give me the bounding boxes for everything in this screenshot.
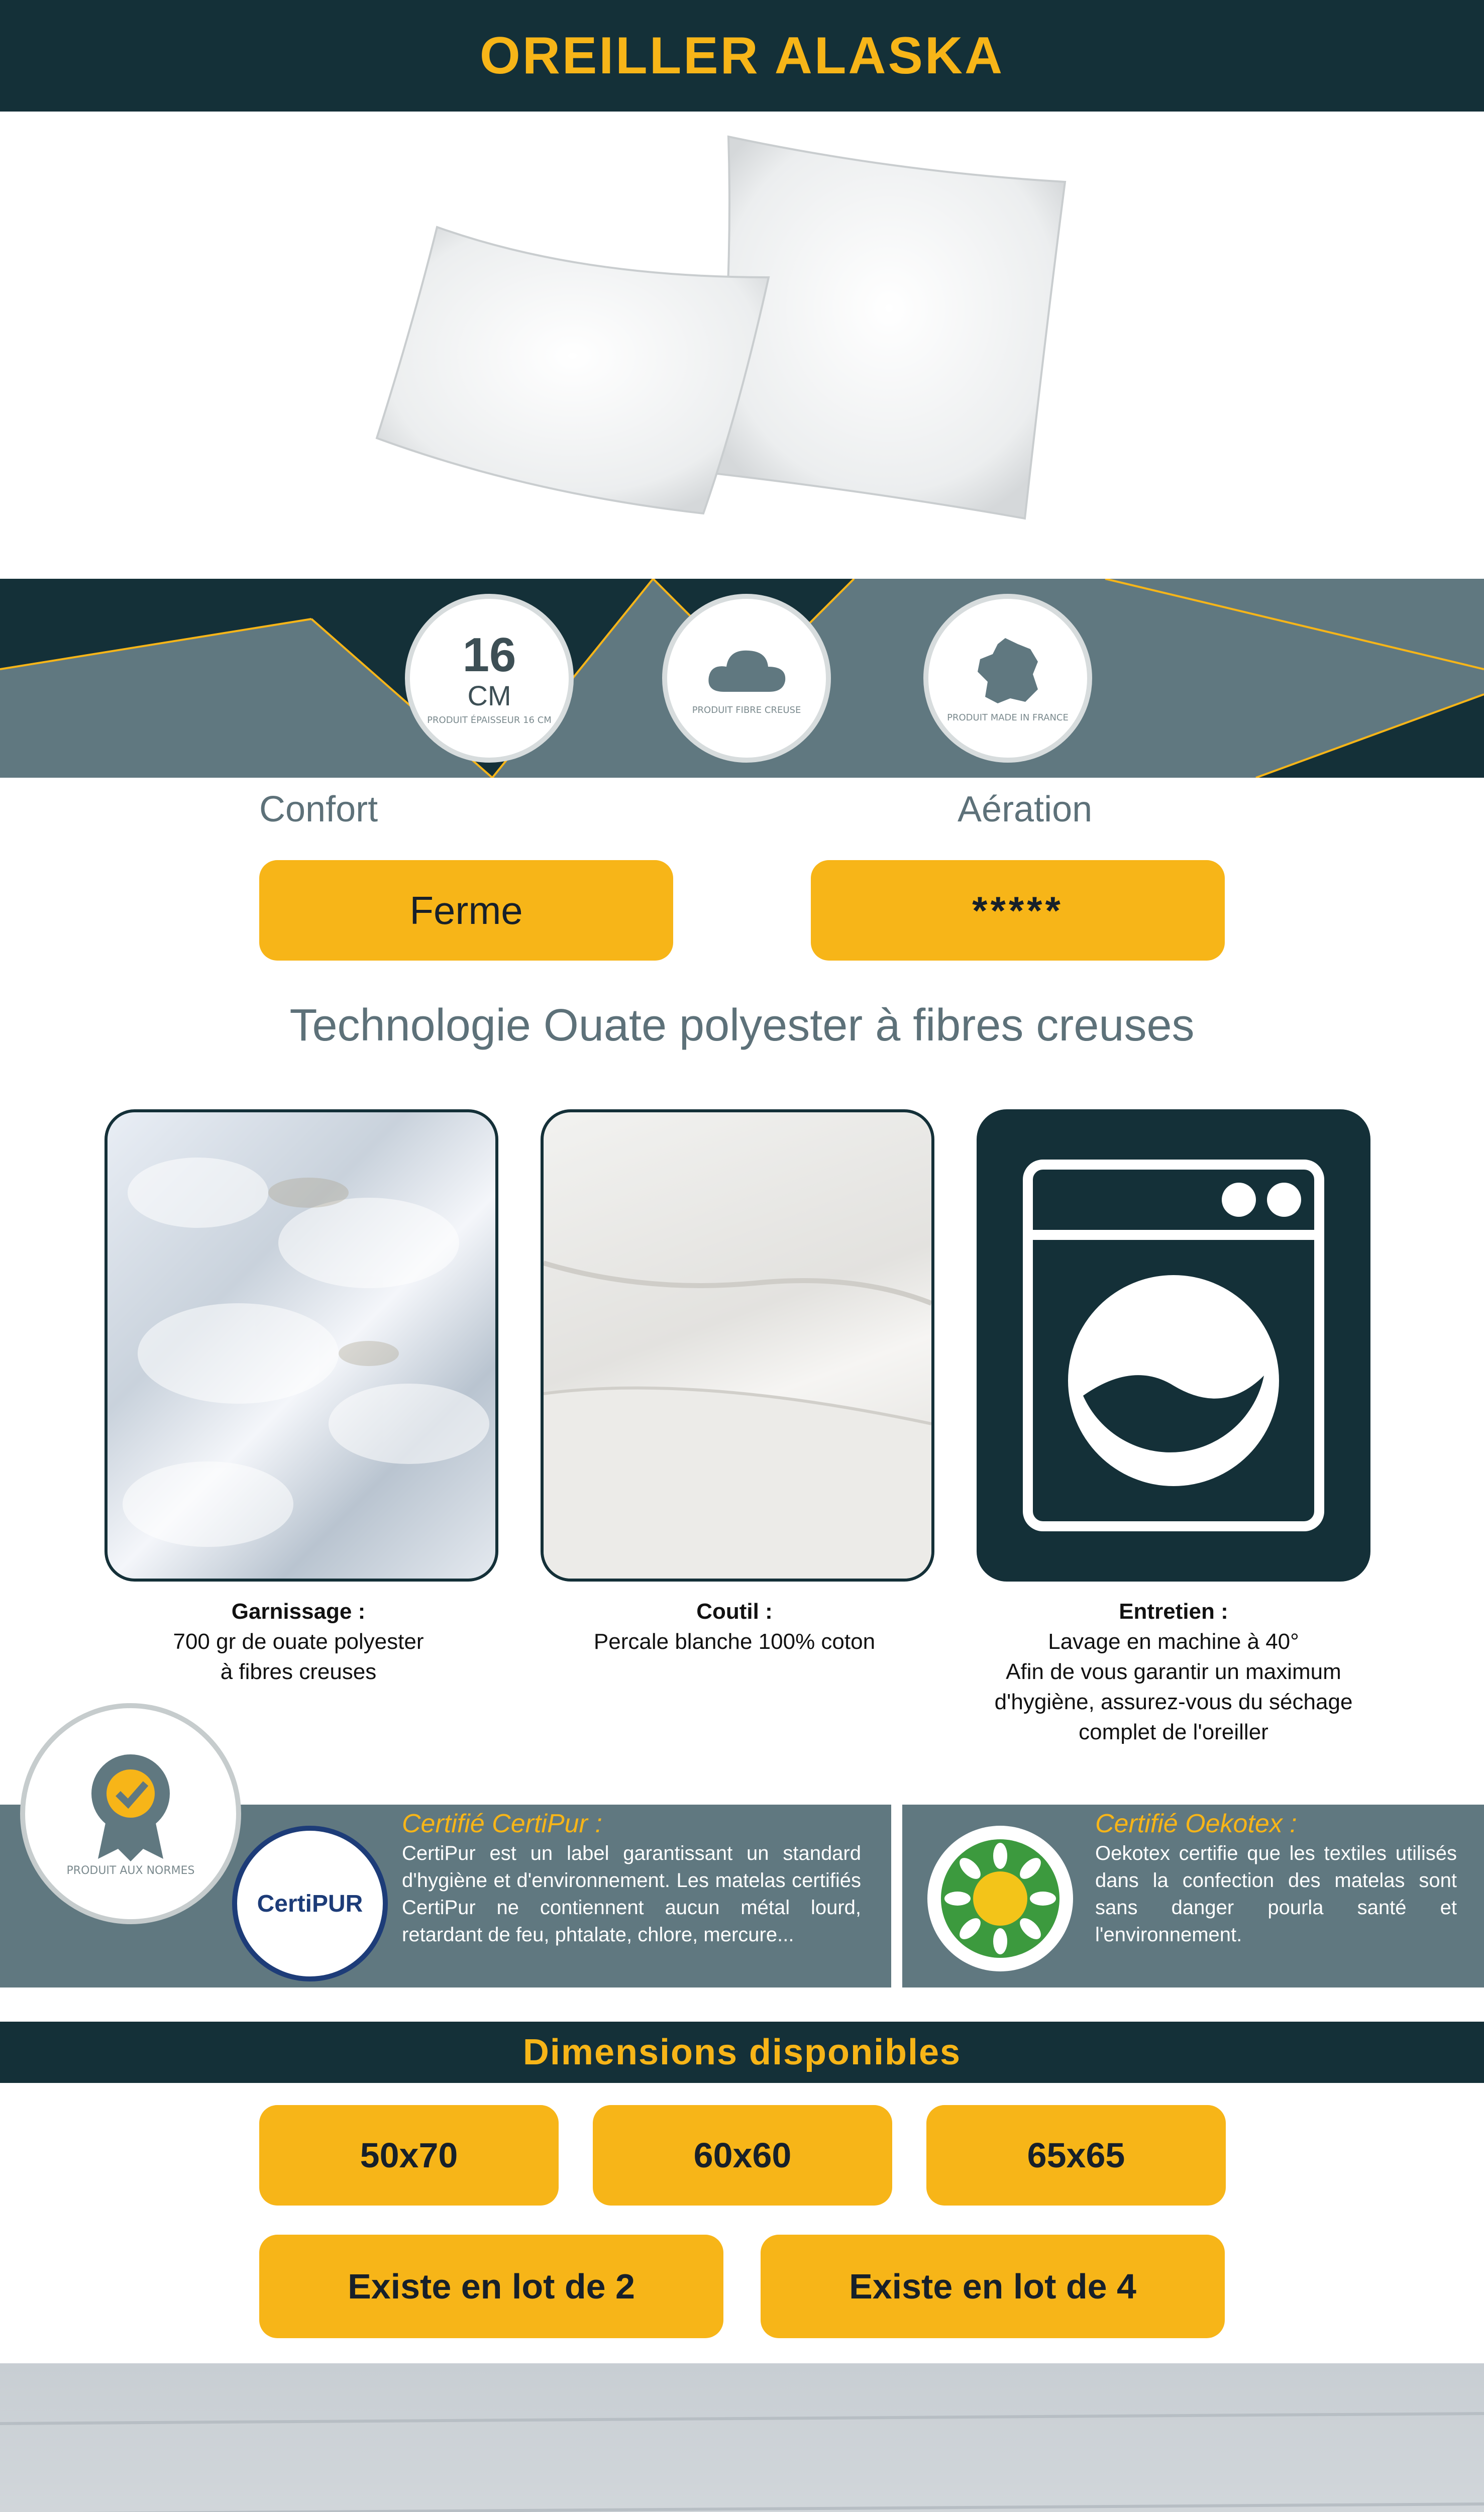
oekotex-text: Oekotex certifie que les textiles utilisés dans la confection des matelas sont sans danger pourla santé et l'environnement.	[1095, 1842, 1457, 1946]
lifestyle-photo	[0, 2363, 1484, 2512]
size-label: 65x65	[1027, 2136, 1125, 2175]
certipur-logo	[232, 1826, 388, 1981]
dimensions-header	[0, 2022, 1484, 2083]
feature-title: Entretien :	[1119, 1599, 1228, 1624]
norms-badge	[20, 1703, 241, 1924]
feature-line: complet de l'oreiller	[1079, 1720, 1268, 1744]
lot-option[interactable]	[259, 2235, 723, 2338]
badge-ring-text: PRODUIT FIBRE CREUSE	[692, 704, 801, 715]
thickness-badge	[405, 594, 574, 763]
feature-line: à fibres creuses	[220, 1659, 377, 1684]
badge-thickness-unit: CM	[467, 680, 511, 711]
size-option[interactable]	[926, 2105, 1226, 2206]
feature-line: 700 gr de ouate polyester	[173, 1629, 424, 1654]
lot-option[interactable]	[761, 2235, 1225, 2338]
page-title: OREILLER ALASKA	[479, 26, 1005, 85]
washing-machine-icon	[1023, 1160, 1324, 1531]
cloud-icon	[704, 642, 789, 702]
confort-value	[259, 860, 673, 961]
feature-line: Lavage en machine à 40°	[1048, 1629, 1299, 1654]
fiber-badge	[662, 594, 831, 763]
sunflower-icon	[937, 1836, 1063, 1961]
feature-title: Coutil :	[696, 1599, 773, 1624]
badge-thickness-value: 16	[462, 628, 516, 682]
oekotex-title: Certifié Oekotex :	[1095, 1809, 1297, 1838]
france-badge	[923, 594, 1092, 763]
size-label: 50x70	[360, 2136, 458, 2175]
certipur-title: Certifié CertiPur :	[402, 1809, 602, 1838]
feature-caption-garnissage	[79, 1597, 517, 1687]
feature-line: d'hygiène, assurez-vous du séchage	[994, 1690, 1353, 1714]
lot-label: Existe en lot de 2	[348, 2267, 635, 2306]
badge-ring-text: PRODUIT MADE IN FRANCE	[947, 712, 1069, 723]
size-option[interactable]	[259, 2105, 559, 2206]
certipur-text: CertiPur est un label garantissant un standard d'hygiène et d'environnement. Les matelas certifiés CertiPur ne contiennent aucun métal lourd, retardant de feu, phtalate, chlore, mercure...	[402, 1842, 861, 1946]
feature-caption-entretien	[944, 1597, 1403, 1747]
lot-label: Existe en lot de 4	[849, 2267, 1136, 2306]
badge-ring-text: PRODUIT ÉPAISSEUR 16 CM	[427, 715, 552, 725]
washing-machine-icon-card	[977, 1109, 1370, 1582]
cotton-cover-image	[541, 1109, 934, 1582]
dimensions-title: Dimensions disponibles	[522, 2032, 962, 2072]
header-bar	[0, 0, 1484, 112]
aeration-label: Aération	[958, 789, 1093, 829]
badge-ring-text: PRODUIT AUX NORMES	[66, 1864, 195, 1877]
feature-line: Afin de vous garantir un maximum	[1006, 1659, 1341, 1684]
confort-label: Confort	[259, 789, 378, 829]
feature-caption-coutil	[515, 1597, 953, 1657]
size-option[interactable]	[593, 2105, 892, 2206]
badge-band	[0, 579, 1484, 778]
confort-value-text: Ferme	[409, 888, 523, 932]
fiber-filling-image	[104, 1109, 498, 1582]
ribbon-check-icon	[80, 1751, 181, 1861]
aeration-value	[811, 860, 1225, 961]
feature-line: Percale blanche 100% coton	[593, 1629, 876, 1654]
size-label: 60x60	[693, 2136, 792, 2175]
feature-title: Garnissage :	[231, 1599, 366, 1624]
technology-title: Technologie Ouate polyester à fibres creuses	[289, 1000, 1195, 1051]
certipur-logo-text: CertiPUR	[257, 1890, 363, 1917]
oekotex-logo	[927, 1826, 1073, 1971]
aeration-value-text: *****	[972, 888, 1064, 932]
hero-pillows-image	[0, 112, 1484, 579]
france-map-icon	[970, 634, 1045, 709]
